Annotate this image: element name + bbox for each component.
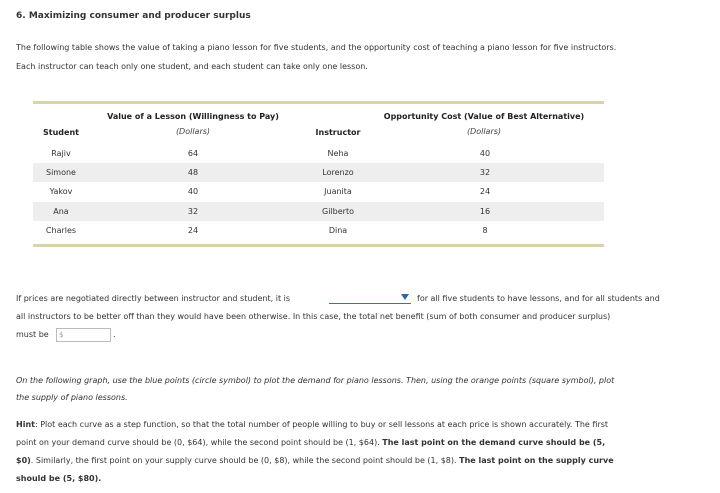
- prompt-line-1-start: If prices are negotiated directly between instructor and student, it is: [16, 294, 291, 303]
- hint-line-1: [16, 420, 608, 429]
- hint-line-3-bold-2: The last point on the supply curve: [459, 456, 614, 465]
- hint-line-2-bold: The last point on the demand curve should be (5,: [382, 438, 606, 447]
- cell-value: 24: [187, 226, 199, 235]
- currency-symbol: $: [59, 331, 64, 339]
- prompt-line-3-end: .: [113, 330, 116, 339]
- graph-instructions-line-2: the supply of piano lessons.: [16, 393, 128, 402]
- table-top-rule: [33, 101, 604, 104]
- cell-value: 64: [187, 149, 199, 158]
- hint-line-3-bold: $0): [16, 456, 31, 465]
- cell-cost: 16: [479, 207, 491, 216]
- cell-student: Simone: [46, 168, 76, 177]
- table-bottom-rule: [33, 244, 604, 247]
- cell-value: 40: [187, 187, 199, 196]
- header-cost-unit: (Dollars): [466, 127, 502, 136]
- prompt-line-1-end: for all five students to have lessons, and for all students and: [417, 294, 660, 303]
- cell-student: Charles: [45, 226, 77, 235]
- cell-cost: 32: [479, 168, 491, 177]
- prompt-line-3-start: must be: [16, 330, 49, 339]
- cell-instructor: Lorenzo: [322, 168, 354, 177]
- header-cost: Opportunity Cost (Value of Best Alternative): [383, 112, 585, 121]
- hint-line-4-bold: should be (5, $80).: [16, 474, 102, 483]
- intro-line-1: The following table shows the value of taking a piano lesson for five students, and the opportunity cost of teaching a piano lesson for five instructors.: [16, 43, 617, 52]
- cell-cost: 8: [482, 226, 488, 235]
- cell-student: Yakov: [49, 187, 73, 196]
- hint-line-3: [16, 456, 614, 465]
- hint-line-2-text: point on your demand curve should be (0, $64), while the second point should be (1, $64).: [16, 438, 383, 447]
- header-value: Value of a Lesson (Willingness to Pay): [107, 112, 279, 121]
- table-row: [33, 182, 604, 201]
- table-row: [33, 144, 604, 163]
- question-title: 6. Maximizing consumer and producer surplus: [16, 11, 251, 21]
- cell-instructor: Neha: [327, 149, 349, 158]
- cell-value: 48: [187, 168, 199, 177]
- total-surplus-input[interactable]: [56, 328, 111, 342]
- intro-line-2: Each instructor can teach only one student, and each student can take only one lesson.: [16, 62, 368, 71]
- header-instructor: Instructor: [315, 128, 361, 137]
- cell-student: Rajiv: [51, 149, 71, 158]
- cell-value: 32: [187, 207, 199, 216]
- cell-instructor: Gilberto: [322, 207, 354, 216]
- cell-cost: 40: [479, 149, 491, 158]
- chevron-down-icon: [401, 294, 409, 300]
- hint-line-1-text: : Plot each curve as a step function, so that the total number of people willing to buy or sell lessons at each price is shown accurately. The first: [34, 420, 609, 429]
- cell-instructor: Dina: [328, 226, 348, 235]
- cell-student: Ana: [53, 207, 69, 216]
- header-student: Student: [43, 128, 79, 137]
- hint-line-3-text: . Similarly, the first point on your supply curve should be (0, $8), while the second point should be (1, $8).: [30, 456, 460, 465]
- header-value-unit: (Dollars): [175, 127, 211, 136]
- graph-instructions-line-1: On the following graph, use the blue points (circle symbol) to plot the demand for piano lessons. Then, using the orange points (square symbol), plot: [16, 376, 615, 385]
- table-row: [33, 202, 604, 221]
- prompt-line-2: all instructors to be better off than they would have been otherwise. In this case, the total net benefit (sum of both consumer and producer surplus): [16, 312, 611, 321]
- feasibility-dropdown[interactable]: [329, 293, 411, 304]
- table-row: [33, 221, 604, 240]
- cell-cost: 24: [479, 187, 491, 196]
- hint-label: Hint: [16, 420, 35, 429]
- hint-line-2: [16, 438, 605, 447]
- hint-line-4: [16, 474, 101, 483]
- table-row: [33, 163, 604, 182]
- lesson-table: [33, 101, 604, 247]
- cell-instructor: Juanita: [324, 187, 352, 196]
